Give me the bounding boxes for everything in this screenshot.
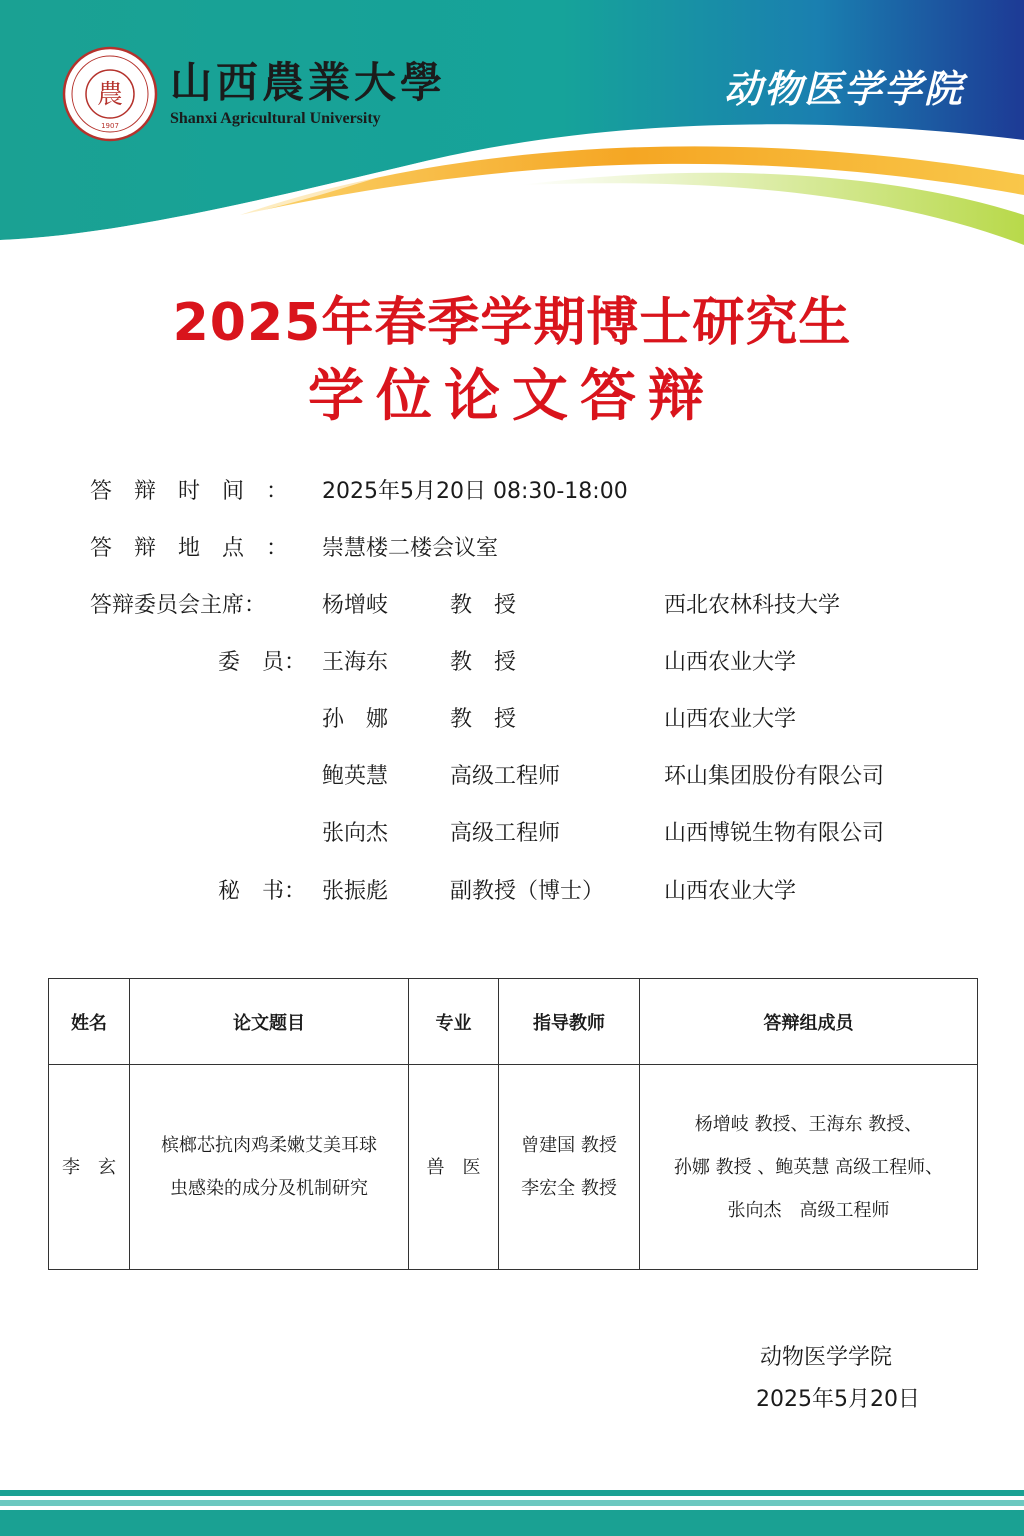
university-name-english: Shanxi Agricultural University [170,110,381,127]
column-header-advisor: 指导教师 [499,979,640,1065]
members-line: 张向杰 高级工程师 [727,1199,890,1221]
committee-title: 教 授 [450,707,517,732]
column-header-thesis: 论文题目 [130,979,409,1065]
committee-org: 环山集团股份有限公司 [664,764,885,789]
place-value: 崇慧楼二楼会议室 [322,536,499,561]
major: 兽 医 [426,1156,481,1178]
university-seal-logo [62,46,158,142]
college-header: 动物医学学院 [723,67,964,111]
committee-title: 副教授（博士） [450,879,605,904]
thesis-title-line: 槟榔芯抗肉鸡柔嫩艾美耳球 [161,1135,377,1156]
table-header-row [49,979,978,1065]
members-cell [640,1065,978,1270]
student-name: 李 玄 [62,1156,116,1178]
svg-text:1907: 1907 [101,122,119,130]
members-line: 孙娜 教授 、鲍英慧 高级工程师、 [673,1156,944,1178]
table-row [49,1065,978,1270]
bottom-decor-bars [0,1490,1024,1536]
committee-org: 山西农业大学 [664,879,797,904]
chair-label: 答辩委员会主席： [90,593,267,618]
committee-name: 鲍英慧 [322,764,389,789]
major-cell [409,1065,499,1270]
footer-date: 2025年5月20日 [756,1387,920,1412]
committee-org: 山西博锐生物有限公司 [664,821,885,846]
committee-name: 孙 娜 [322,707,389,732]
place-label: 答 辩 地 点 ： [90,536,289,561]
footer-college: 动物医学学院 [760,1345,893,1370]
poster-title-line2: 学位论文答辩 [308,364,716,429]
committee-name: 王海东 [322,650,389,675]
committee-org: 山西农业大学 [664,650,797,675]
time-value: 2025年5月20日 08:30-18:00 [322,479,628,504]
defense-table [48,978,978,1270]
members-line: 杨增岐 教授、王海东 教授、 [694,1113,923,1135]
members-label: 委 员： [218,650,307,675]
committee-org: 山西农业大学 [664,707,797,732]
advisor: 李宏全 教授 [521,1178,617,1199]
committee-name: 张振彪 [322,879,389,904]
student-name-cell [49,1065,130,1270]
university-name-chinese: 山西農業大學 [170,58,447,107]
secretary-label: 秘 书： [218,879,307,904]
time-label: 答 辩 时 间 ： [90,479,289,504]
svg-text:農: 農 [96,80,124,110]
committee-title: 高级工程师 [450,821,561,846]
column-header-name: 姓名 [49,979,130,1065]
committee-name: 张向杰 [322,821,389,846]
advisor: 曾建国 教授 [521,1135,617,1156]
committee-name: 杨增岐 [322,593,389,618]
thesis-title-line: 虫感染的成分及机制研究 [170,1178,368,1199]
committee-title: 教 授 [450,593,517,618]
poster-title-line1: 2025年春季学期博士研究生 [172,293,852,353]
thesis-title-cell [130,1065,409,1270]
committee-title: 教 授 [450,650,517,675]
committee-title: 高级工程师 [450,764,561,789]
column-header-members: 答辩组成员 [640,979,978,1065]
column-header-major: 专业 [409,979,499,1065]
advisor-cell [499,1065,640,1270]
committee-org: 西北农林科技大学 [664,593,841,618]
